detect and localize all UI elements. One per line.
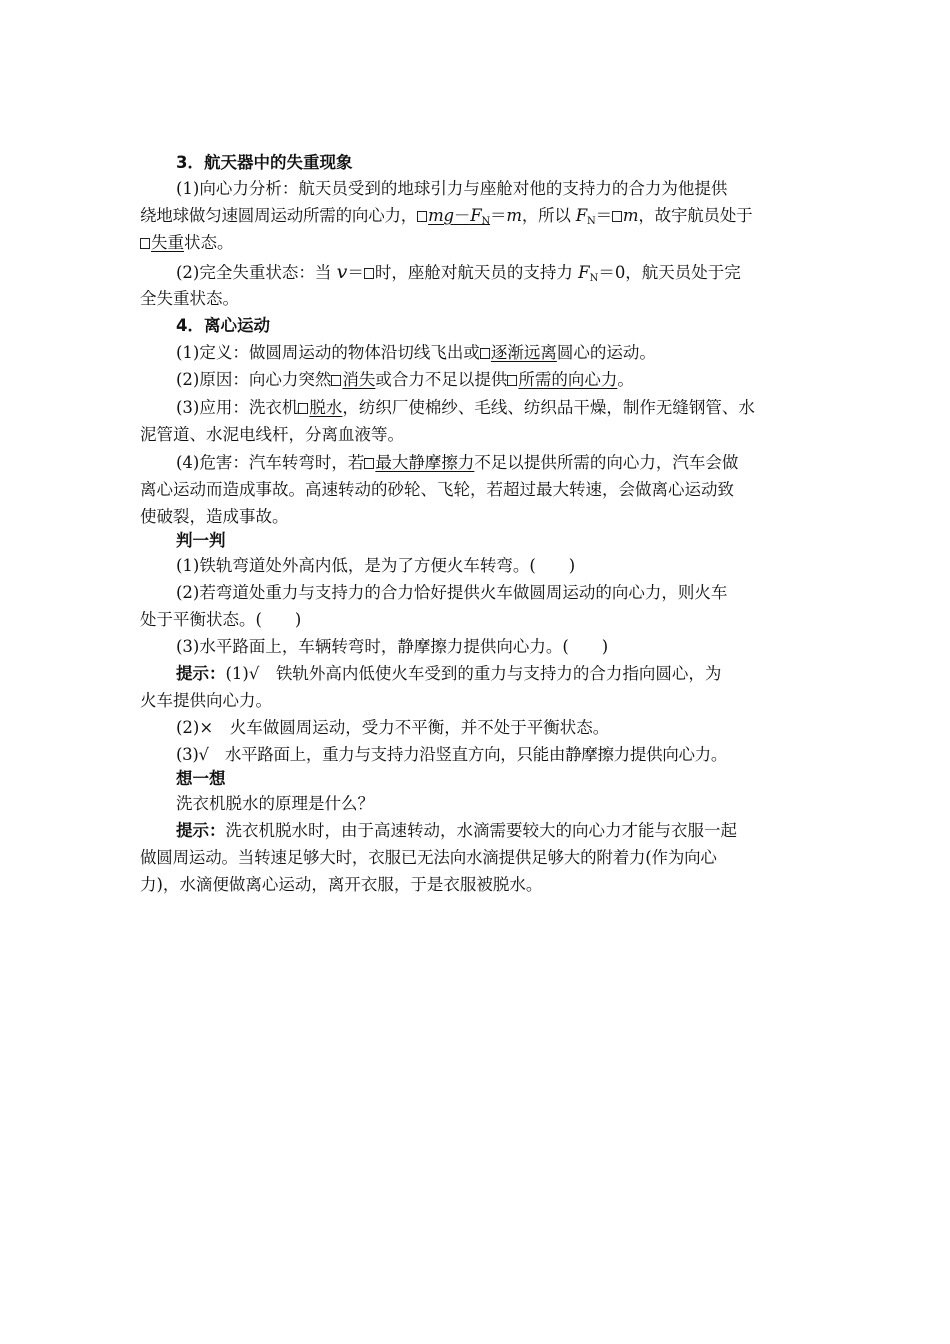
blank-box-icon bbox=[507, 375, 517, 386]
section-3-heading: 3．航天器中的失重现象 bbox=[176, 153, 353, 172]
s3-p2-line2: 全失重状态。 bbox=[140, 289, 239, 308]
blank-box-icon bbox=[298, 403, 308, 414]
answer-weightless: 失重 bbox=[140, 233, 184, 252]
think-answer-line3: 力)，水滴便做离心运动，离开衣服，于是衣服被脱水。 bbox=[140, 875, 543, 894]
s3-p2-line1: (2)完全失重状态：当 v＝ 时，座舱对航天员的支持力 $F_N=0$，航天员处于完 bbox=[176, 261, 741, 284]
blank-box-icon bbox=[364, 268, 374, 279]
answer-max-static-friction: 最大静摩擦力 bbox=[364, 453, 474, 472]
judge-answer-3: (3)√ 水平路面上，重力与支持力沿竖直方向，只能由静摩擦力提供向心力。 bbox=[176, 745, 728, 764]
blank-box-icon bbox=[480, 348, 490, 359]
s3-p1-line3: 失重状态。 bbox=[140, 230, 812, 256]
answer-disappear: 消失 bbox=[331, 370, 375, 389]
think-heading: 想一想 bbox=[176, 769, 226, 788]
judge-answer-2: (2)× 火车做圆周运动，受力不平衡，并不处于平衡状态。 bbox=[176, 718, 610, 737]
think-answer-line1: 提示：洗衣机脱水时，由于高速转动，水滴需要较大的向心力才能与衣服一起 bbox=[176, 821, 737, 840]
judge-answer-1-line2: 火车提供向心力。 bbox=[140, 691, 272, 710]
s4-application-line2: 泥管道、水泥电线杆，分离血液等。 bbox=[140, 425, 404, 444]
s4-cause: (2)原因：向心力突然 消失或合力不足以提供 所需的向心力。 bbox=[176, 370, 634, 389]
blank-box-icon bbox=[331, 375, 341, 386]
judge-q2-line1: (2)若弯道处重力与支持力的合力恰好提供火车做圆周运动的向心力，则火车 bbox=[176, 583, 728, 602]
answer-required-force: 所需的向心力 bbox=[507, 370, 617, 389]
judge-q2-line2: 处于平衡状态。( ) bbox=[140, 610, 302, 629]
judge-q3: (3)水平路面上，车辆转弯时，静摩擦力提供向心力。( ) bbox=[176, 637, 609, 656]
section-4-heading: 4．离心运动 bbox=[176, 316, 270, 335]
blank-box-icon bbox=[140, 238, 150, 249]
think-question: 洗衣机脱水的原理是什么？ bbox=[176, 794, 374, 813]
s4-harm-line3: 使破裂，造成事故。 bbox=[140, 507, 289, 526]
s3-p1-line1: (1)向心力分析：航天员受到的地球引力与座舱对他的支持力的合力为他提供 bbox=[176, 179, 728, 198]
answer-gradually-away: 逐渐远离 bbox=[480, 343, 557, 362]
s4-application-line1: (3)应用：洗衣机 脱水，纺织厂使棉纱、毛线、纺织品干燥，制作无缝钢管、水 bbox=[176, 398, 755, 417]
judge-q1: (1)铁轨弯道处外高内低，是为了方便火车转弯。( ) bbox=[176, 556, 576, 575]
answer-formula-1: $mg-F_N$ bbox=[417, 206, 490, 225]
judge-heading: 判一判 bbox=[176, 531, 226, 550]
blank-box-icon bbox=[364, 458, 374, 469]
s4-harm-line1: (4)危害：汽车转弯时，若 最大静摩擦力不足以提供所需的向心力，汽车会做 bbox=[176, 453, 739, 472]
blank-box-icon bbox=[417, 211, 427, 222]
s4-definition: (1)定义：做圆周运动的物体沿切线飞出或 逐渐远离圆心的运动。 bbox=[176, 343, 656, 362]
s3-p1-line2: 绕地球做匀速圆周运动所需的向心力， $mg-F_N=m$，所以 $F_N= m$，故宇航员处于 bbox=[140, 206, 753, 227]
think-answer-line2: 做圆周运动。当转速足够大时，衣服已无法向水滴提供足够大的附着力(作为向心 bbox=[140, 848, 717, 867]
answer-dehydration: 脱水 bbox=[298, 398, 342, 417]
judge-answer-1-line1: 提示：(1)√ 铁轨外高内低使火车受到的重力与支持力的合力指向圆心，为 bbox=[176, 664, 722, 683]
s4-harm-line2: 离心运动而造成事故。高速转动的砂轮、飞轮，若超过最大转速，会做离心运动致 bbox=[140, 480, 734, 499]
blank-box-icon bbox=[612, 211, 622, 222]
